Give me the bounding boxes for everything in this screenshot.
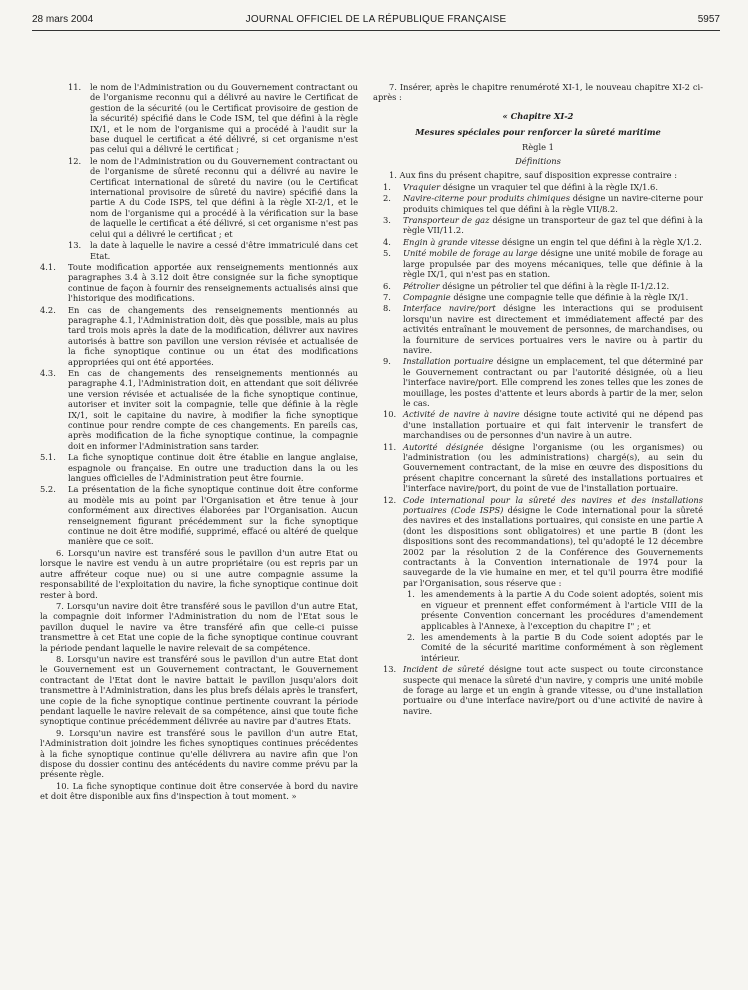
def-text: désigne toute activité qui ne dépend pas d'une installation portuaire et qui fait intervenir le transfert de marchandises ou de personnes d'un navire à un autre. xyxy=(403,409,703,441)
section-paragraph xyxy=(40,484,358,546)
def-number: 4. xyxy=(383,236,391,247)
def-text: désigne un pétrolier tel que défini à la règle II-1/2.12. xyxy=(439,280,670,291)
section-paragraph xyxy=(40,262,358,304)
def-text: désigne tout acte suspect ou toute circonstance suspecte qui menace la sûreté d'un navire, y compris une unité mobile de forage au large et un engin à grande vitesse, ou d'une installation portuaire ou d'une interface navire/port ou d'une activité de navire à navire. xyxy=(403,664,703,716)
body-paragraph: 9. Lorsqu'un navire est transféré sous le pavillon d'un autre Etat, l'Administration doit joindre les fiches synoptiques continues précédentes à la fiche synoptique continue qu'elle délivrera au navire afin que l'on dispose du dossier continu des antécédents du navire comme prévu par la présente règle. xyxy=(40,727,358,780)
section-text: En cas de changements des renseignements mentionnés au paragraphe 4.1, l'Administration doit, en attendant que soit délivrée une version révisée et actualisée de la fiche synoptique continue, autoriser et inviter soit la compagnie, telle que définie à la règle IX/1, soit le capitaine du navire, à modifier la fiche synoptique continue pour rendre compte de ces changements. En pareils cas, après modification de la fiche synoptique continue, la compagnie doit en informer l'Administration sans tarder. xyxy=(68,367,358,451)
list-item xyxy=(40,156,358,239)
section-number: 4.3. xyxy=(40,367,56,378)
definitions-heading: Définitions xyxy=(515,156,561,167)
def-number: 8. xyxy=(383,303,391,314)
definition-item xyxy=(373,409,703,440)
def-number: 6. xyxy=(383,280,391,291)
def-term: Pétrolier xyxy=(403,280,440,291)
def-text: désigne un vraquier tel que défini à la règle IX/1.6. xyxy=(440,181,658,192)
def-term: Vraquier xyxy=(403,181,441,192)
def-term: Activité de navire à navire xyxy=(403,409,520,420)
def-number: 1. xyxy=(383,181,391,192)
definition-item xyxy=(373,237,703,247)
body-paragraph: 7. Lorsqu'un navire doit être transféré sous le pavillon d'un autre Etat, la compagnie doit informer l'Administration du nom de l'Etat sous le pavillon duquel le navire va être transféré afin que celle-ci puisse transmettre à cet Etat une copie de la fiche synoptique continue couvrant la période pendant laquelle le navire relevait de sa compétence. xyxy=(40,600,358,653)
def-text: désigne un navire-citerne pour produits chimiques tel que défini à la règle VII/8.2. xyxy=(403,193,704,214)
item-text: le nom de l'Administration ou du Gouvernement contractant ou de l'organisme reconnu qui a délivré au navire le Certificat de gestion de la sécurité (ou le Certificat provisoire de gestion de la sécurité) spécifié dans le Code ISM, tel que défini à la règle IX/1, et le nom de l'organisme qui a procédé à l'audit sur la base duquel le certificat a été délivré, si cet organisme n'est pas celui qui a délivré le certificat ; xyxy=(90,82,358,155)
def-number: 11. xyxy=(383,441,397,452)
item-number: 12. xyxy=(68,155,82,166)
section-paragraph xyxy=(40,452,358,483)
def-number: 3. xyxy=(383,215,391,226)
list-item xyxy=(40,240,358,261)
section-text: La présentation de la fiche synoptique continue doit être conforme au modèle mis au point par l'Organisation et être tenue à jour conformément aux directives élaborées par l'Organisation. Aucun renseignement figurant précédemment sur la fiche synoptique continue ne doit être modifié, supprimé, effacé ou altéré de quelque manière que ce soit. xyxy=(68,484,358,547)
definition-item xyxy=(373,248,703,279)
definition-item xyxy=(373,495,703,589)
def-text: désigne le Code international pour la sûreté des navires et des installations portuaires, qui consiste en une partie A (dont les dispositions sont obligatoires) et une partie B (dont les dispositions sont des recommandations), tel qu'adopté le 12 décembre 2002 par la résolution 2 de la Conférence des Gouvernements contractants à la Convention internationale de 1974 pour la sauvegarde de la vie humaine en mer, et tel qu'il pourra être modifié par l'Organisation, sous réserve que : xyxy=(403,505,703,588)
body-paragraph: 10. La fiche synoptique continue doit être conservée à bord du navire et doit être disponible aux fins d'inspection à tout moment. » xyxy=(40,780,358,802)
item-text: le nom de l'Administration ou du Gouvernement contractant ou de l'organisme de sûreté reconnu qui a délivré au navire le Certificat international de sûreté du navire (ou le Certificat international provisoire de sûreté du navire) spécifié dans la partie A du Code ISPS, tel que défini à la règle XI-2/1, et le nom de l'organisme qui a procédé à la vérification sur la base de laquelle le certificat a été délivré, si cet organisme n'est pas celui qui a délivré le certificat ; et xyxy=(90,155,358,239)
def-term: Interface navire/port xyxy=(403,303,496,314)
def-number: 2. xyxy=(383,193,391,204)
def-text: désigne un transporteur de gaz tel que défini à la règle VII/11.2. xyxy=(403,215,704,236)
def-term: Autorité désignée xyxy=(403,441,484,452)
def-number: 12. xyxy=(383,494,397,505)
definition-item xyxy=(373,215,703,236)
def-text: désigne un emplacement, tel que déterminé par le Gouvernement contractant ou par l'autorité désignée, où a lieu l'interface navire/port. Elle comprend les zones telles que les zones de mouillage, les postes d'attente et leurs abords à partir de la mer, selon le cas. xyxy=(403,356,704,408)
page-header xyxy=(32,14,720,30)
def-text: désigne l'organisme (ou les organismes) ou l'administration (ou les administrations) chargé(s), au sein du Gouvernement contractant, de la mise en œuvre des dispositions du présent chapitre concernant la sûreté des installations portuaires et l'interface navire/port, du point de vue de l'installation portuaire. xyxy=(403,441,703,494)
section-number: 5.2. xyxy=(40,484,56,495)
rule-heading: Règle 1 xyxy=(522,141,554,152)
definition-item xyxy=(373,442,703,494)
definition-item xyxy=(373,193,703,214)
def-text: désigne une compagnie telle que définie à la règle IX/1. xyxy=(450,291,689,302)
body-paragraph: 6. Lorsqu'un navire est transféré sous le pavillon d'un autre Etat ou lorsque le navire est vendu à un autre propriétaire (ou est repris par un autre affréteur coque nue) ou si une autre compagnie assume la responsabilité de l'exploitation du navire, la fiche synoptique continue doit rester à bord. xyxy=(40,547,358,600)
lead-paragraph: 1. Aux fins du présent chapitre, sauf disposition expresse contraire : xyxy=(389,170,678,181)
definition-item xyxy=(373,292,703,302)
left-column xyxy=(40,82,358,803)
def-term: Transporteur de gaz xyxy=(403,215,490,226)
chapter-title: Mesures spéciales pour renforcer la sûreté maritime xyxy=(415,127,661,138)
def-text: désigne les interactions qui se produisent lorsqu'un navire est directement et immédiatement affecté par des activités entraînant le mouvement de personnes, de marchandises, ou la fourniture de services portuaires vers le navire ou à partir du navire. xyxy=(403,303,703,355)
section-paragraph xyxy=(40,305,358,367)
def-text: désigne un engin tel que défini à la règle X/1.2. xyxy=(499,236,702,247)
section-paragraph xyxy=(40,368,358,451)
definition-item xyxy=(373,356,703,408)
subdef-text: les amendements à la partie A du Code soient adoptés, soient mis en vigueur et prennent effet conformément à l'article VIII de la présente Convention concernant les procédures d'amendement applicables à l'Annexe, à l'exception du chapitre I" ; et xyxy=(421,589,703,631)
page-number: 5957 xyxy=(697,14,720,25)
def-term: Code international pour la sûreté des navires et des installations portuaires (Code ISPS) xyxy=(403,494,703,516)
def-number: 10. xyxy=(383,409,397,420)
section-text: En cas de changements des renseignements mentionnés au paragraphe 4.1, l'Administration doit, dès que possible, mais au plus tard trois mois après la date de la modification, délivrer aux navires autorisés à battre son pavillon une version révisée et actualisée de la fiche synoptique continue ou un état des modifications appropriées qui ont été apportées. xyxy=(68,304,358,367)
def-term: Navire-citerne pour produits chimiques xyxy=(403,193,570,204)
section-number: 4.1. xyxy=(40,261,56,272)
def-term: Incident de sûreté xyxy=(403,664,485,675)
subdef-number: 1. xyxy=(407,589,415,600)
def-number: 13. xyxy=(383,664,397,675)
sub-definition-item xyxy=(373,632,703,663)
definition-item xyxy=(373,281,703,291)
def-number: 5. xyxy=(383,248,391,259)
def-number: 9. xyxy=(383,356,391,367)
def-term: Installation portuaire xyxy=(403,356,494,367)
body-paragraph: 8. Lorsqu'un navire est transféré sous le pavillon d'un autre Etat dont le Gouvernement est un Gouvernement contractant, le Gouvernement contractant de l'Etat dont le navire battait le pavillon jusqu'alors doit transmettre à l'Administration, dans les plus brefs délais après le transfert, une copie de la fiche synoptique continue pertinente couvrant la période pendant laquelle le navire relevait de sa compétence, ainsi que toute fiche synoptique continue précédemment délivrée au navire par d'autres Etats. xyxy=(40,653,358,727)
header-date: 28 mars 2004 xyxy=(32,14,94,25)
definition-item xyxy=(373,182,703,192)
list-item xyxy=(40,82,358,155)
item-number: 11. xyxy=(68,82,82,92)
journal-title: JOURNAL OFFICIEL DE LA RÉPUBLIQUE FRANÇAISE xyxy=(245,14,507,25)
subdef-text: les amendements à la partie B du Code soient adoptés par le Comité de la sécurité maritime conformément à son règlement intérieur. xyxy=(421,631,703,663)
def-text: désigne une unité mobile de forage au large propulsée par des moyens mécaniques, telle que définie à la règle IX/1, qui n'est pas en station. xyxy=(403,248,703,280)
right-column xyxy=(373,82,703,717)
section-text: La fiche synoptique continue doit être établie en langue anglaise, espagnole ou française. En outre une traduction dans la ou les langues officielles de l'Administration peut être fournie. xyxy=(68,452,358,484)
def-term: Compagnie xyxy=(403,291,451,302)
item-number: 13. xyxy=(68,240,82,251)
header-rule xyxy=(32,30,720,31)
intro-paragraph: 7. Insérer, après le chapitre renuméroté XI-1, le nouveau chapitre XI-2 ci-après : xyxy=(373,82,703,103)
section-number: 5.1. xyxy=(40,452,56,463)
definition-item xyxy=(373,303,703,355)
def-term: Unité mobile de forage au large xyxy=(403,248,538,259)
section-number: 4.2. xyxy=(40,304,56,315)
def-term: Engin à grande vitesse xyxy=(403,236,500,247)
chapter-heading: « Chapitre XI-2 xyxy=(502,110,574,121)
item-text: la date à laquelle le navire a cessé d'être immatriculé dans cet Etat. xyxy=(90,240,358,261)
sub-definition-item xyxy=(373,589,703,631)
def-number: 7. xyxy=(383,291,391,302)
section-text: Toute modification apportée aux renseignements mentionnés aux paragraphes 3.4 à 3.12 doit être consignée sur la fiche synoptique continue de façon à fournir des renseignements actualisés ainsi que l'historique des modifications. xyxy=(68,261,358,304)
definition-item xyxy=(373,664,703,716)
subdef-number: 2. xyxy=(407,631,415,642)
